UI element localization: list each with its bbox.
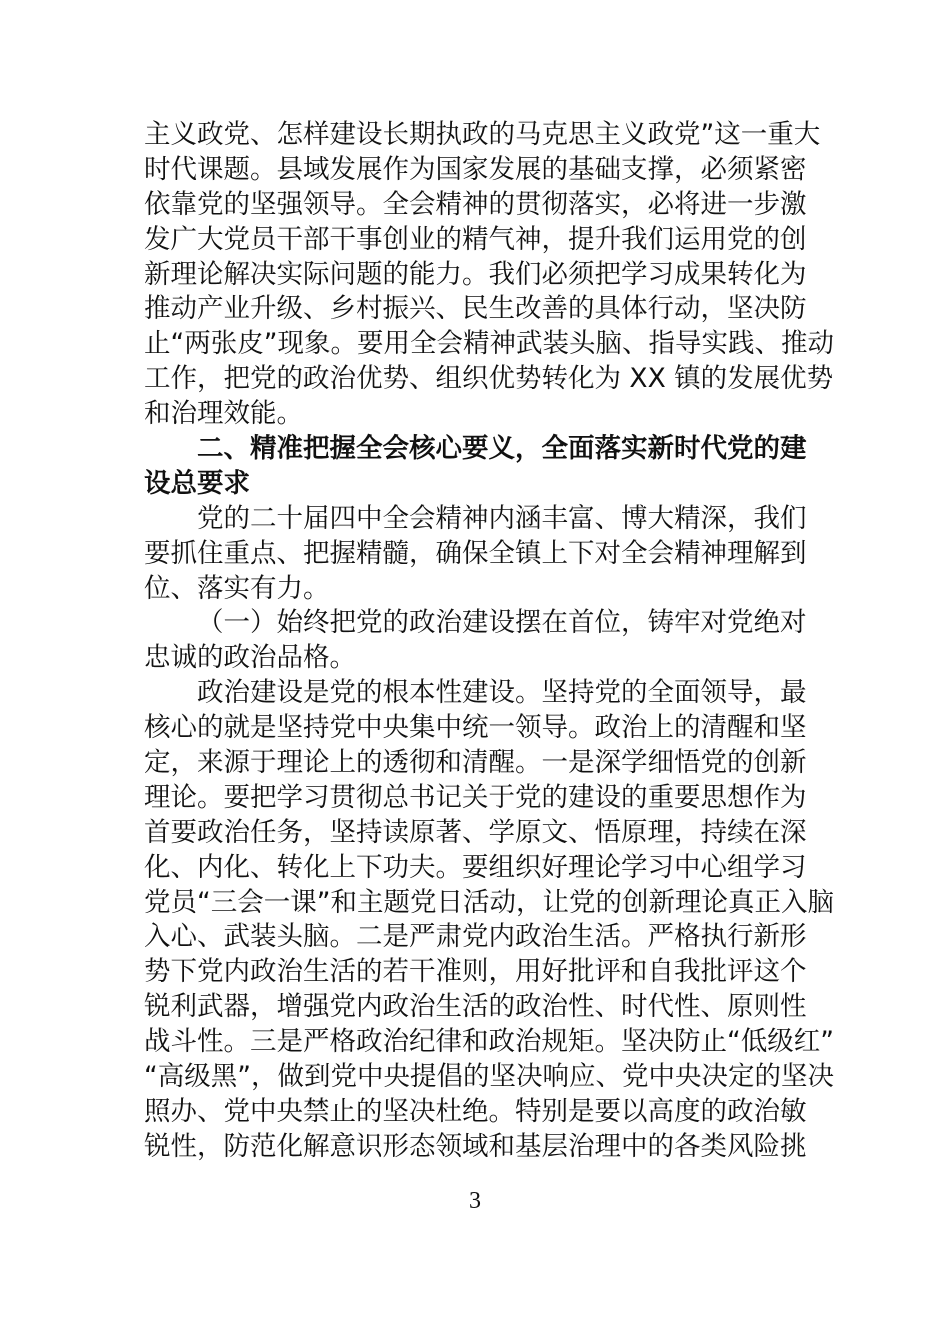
text-line: 和治理效能。	[144, 398, 303, 430]
text-line: 入心、武装头脑。二是严肃党内政治生活。严格执行新形	[144, 921, 807, 953]
text-line: 战斗性。三是严格政治纪律和政治规矩。坚决防止“低级红”	[144, 1026, 834, 1058]
text-line: 核心的就是坚持党中央集中统一领导。政治上的清醒和坚	[144, 712, 807, 744]
text-line: 位、落实有力。	[144, 572, 330, 604]
text-line: 定，来源于理论上的透彻和清醒。一是深学细悟党的创新	[144, 747, 807, 779]
text-line: 新理论解决实际问题的能力。我们必须把学习成果转化为	[144, 258, 807, 290]
text-line: 主义政党、怎样建设长期执政的马克思主义政党”这一重大	[144, 119, 821, 150]
section-heading	[144, 432, 806, 502]
text-line: 理论。要把学习贯彻总书记关于党的建设的重要思想作为	[144, 781, 807, 813]
subsection-heading	[144, 606, 806, 676]
text-line: 时代课题。县域发展作为国家发展的基础支撑，必须紧密	[144, 153, 807, 185]
text-line: 工作，把党的政治优势、组织优势转化为 XX 镇的发展优势	[144, 363, 834, 395]
heading-line: 二、精准把握全会核心要义，全面落实新时代党的建	[197, 433, 807, 465]
body-paragraph	[144, 676, 834, 1164]
body-paragraph	[144, 502, 806, 607]
text-line: 党员“三会一课”和主题党日活动，让党的创新理论真正入脑	[144, 886, 834, 918]
subheading-line: （一）始终把党的政治建设摆在首位，铸牢对党绝对	[197, 607, 807, 639]
text-line: 依靠党的坚强领导。全会精神的贯彻落实，必将进一步激	[144, 188, 807, 220]
text-line: 党的二十届四中全会精神内涵丰富、博大精深，我们	[197, 502, 807, 534]
text-line: 锐性，防范化解意识形态领域和基层治理中的各类风险挑	[144, 1130, 807, 1162]
text-line: 政治建设是党的根本性建设。坚持党的全面领导，最	[197, 677, 807, 709]
text-line: 首要政治任务，坚持读原著、学原文、悟原理，持续在深	[144, 816, 807, 848]
text-line: 发广大党员干部干事创业的精气神，提升我们运用党的创	[144, 223, 807, 255]
text-line: 照办、党中央禁止的坚决杜绝。特别是要以高度的政治敏	[144, 1095, 807, 1127]
text-line: 锐利武器，增强党内政治生活的政治性、时代性、原则性	[144, 991, 807, 1023]
text-line: 推动产业升级、乡村振兴、民生改善的具体行动，坚决防	[144, 293, 807, 325]
heading-line: 设总要求	[144, 467, 250, 499]
text-line: 化、内化、转化上下功夫。要组织好理论学习中心组学习	[144, 851, 807, 883]
document-page	[144, 118, 834, 1165]
text-line: 要抓住重点、把握精髓，确保全镇上下对全会精神理解到	[144, 537, 807, 569]
text-line: 势下党内政治生活的若干准则，用好批评和自我批评这个	[144, 956, 807, 988]
text-line: 止“两张皮”现象。要用全会精神武装头脑、指导实践、推动	[144, 328, 834, 360]
page-number: 3	[469, 1188, 481, 1214]
body-paragraph	[144, 118, 834, 432]
text-line: “高级黑”，做到党中央提倡的坚决响应、党中央决定的坚决	[144, 1061, 834, 1093]
subheading-line: 忠诚的政治品格。	[144, 642, 356, 674]
